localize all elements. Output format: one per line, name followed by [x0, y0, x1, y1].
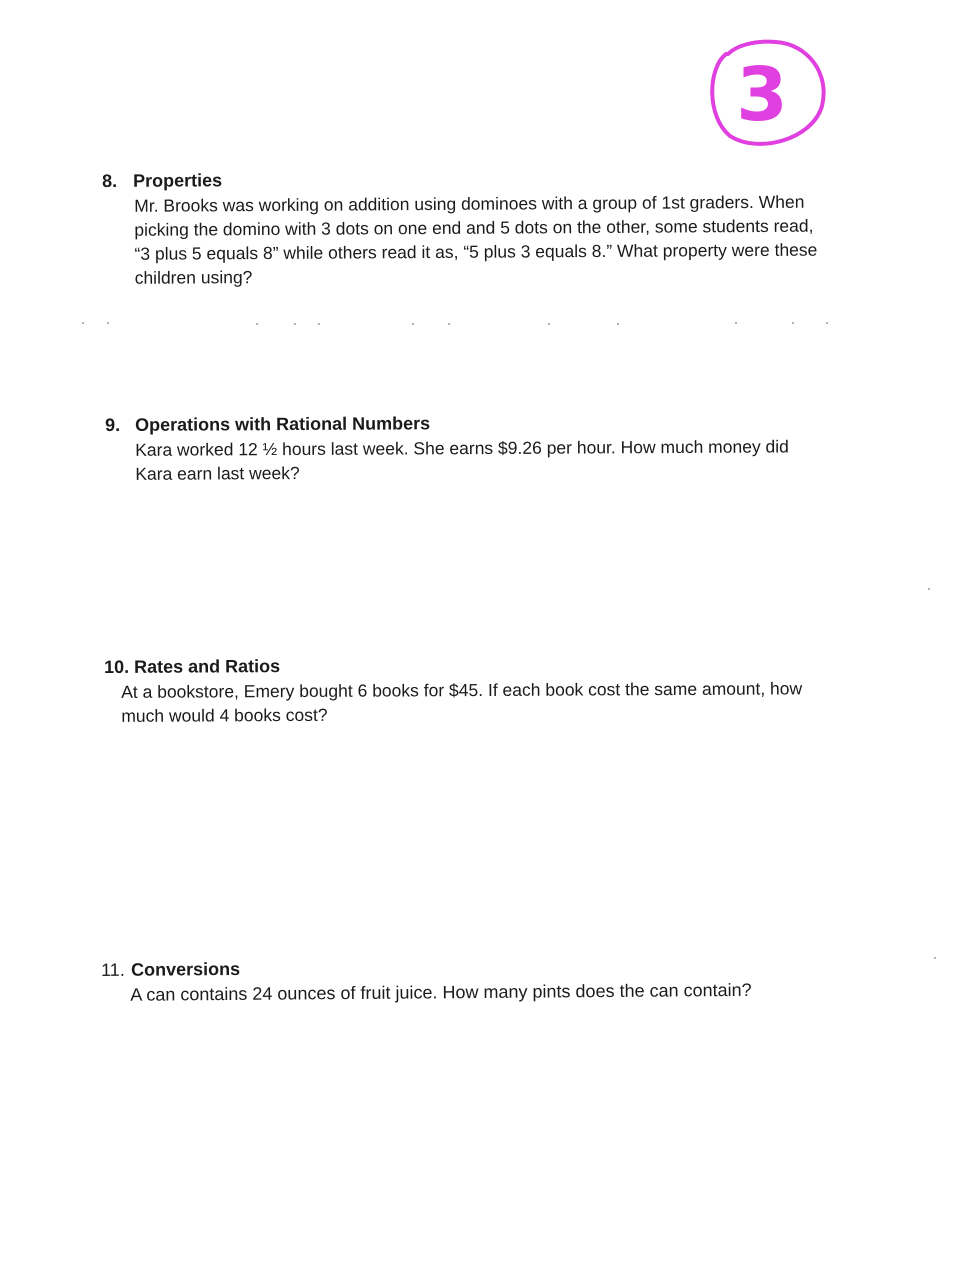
question-line: At a bookstore, Emery bought 6 books for $45. If each book cost the same amount, how — [121, 678, 803, 702]
question-title: Operations with Rational Numbers — [135, 413, 431, 435]
question-line: Mr. Brooks was working on addition using dominoes with a group of 1st graders. When — [134, 191, 805, 216]
question-line: Kara earn last week? — [135, 462, 300, 484]
question-line: “3 plus 5 equals 8” while others read it as, “5 plus 3 equals 8.” What property were these — [134, 239, 818, 264]
question-text — [121, 676, 802, 728]
scan-speck — [928, 588, 930, 590]
scan-speck — [294, 323, 296, 325]
question-text — [135, 434, 789, 485]
question-header — [101, 954, 752, 981]
scan-speck — [412, 323, 414, 325]
stamp-number: 3 — [736, 52, 788, 138]
question-line: A can contains 24 ounces of fruit juice. How many pints does the can contain? — [130, 979, 752, 1005]
scan-speck — [256, 323, 258, 325]
question-header — [104, 652, 802, 678]
question-9 — [105, 410, 789, 486]
question-header — [102, 166, 817, 192]
question-10 — [104, 652, 802, 728]
question-title: Conversions — [131, 958, 241, 980]
question-number: 10. — [104, 656, 130, 677]
question-header — [105, 410, 789, 436]
scan-speck — [548, 323, 550, 325]
question-line: Kara worked 12 ½ hours last week. She earns $9.26 per hour. How much money did — [135, 436, 789, 460]
question-8 — [102, 166, 818, 290]
scan-speck — [318, 323, 320, 325]
question-line: children using? — [134, 267, 253, 288]
scan-speck — [617, 323, 619, 325]
scan-speck — [934, 957, 936, 959]
question-title: Rates and Ratios — [134, 656, 281, 677]
scan-speck — [826, 322, 828, 324]
scan-speck — [82, 322, 84, 324]
question-11 — [101, 954, 752, 1007]
question-line: picking the domino with 3 dots on one end and 5 dots on the other, some students read, — [134, 215, 814, 240]
scan-speck — [448, 323, 450, 325]
scan-speck — [792, 322, 794, 324]
question-number: 8. — [102, 170, 118, 191]
question-line: much would 4 books cost? — [121, 704, 328, 726]
scan-speck — [107, 322, 109, 324]
question-title: Properties — [133, 170, 223, 191]
question-number: 9. — [105, 414, 121, 435]
question-text — [134, 190, 817, 290]
question-text — [130, 978, 752, 1007]
scan-speck — [735, 322, 737, 324]
page-number-stamp — [700, 36, 830, 148]
question-number: 11. — [101, 959, 125, 980]
